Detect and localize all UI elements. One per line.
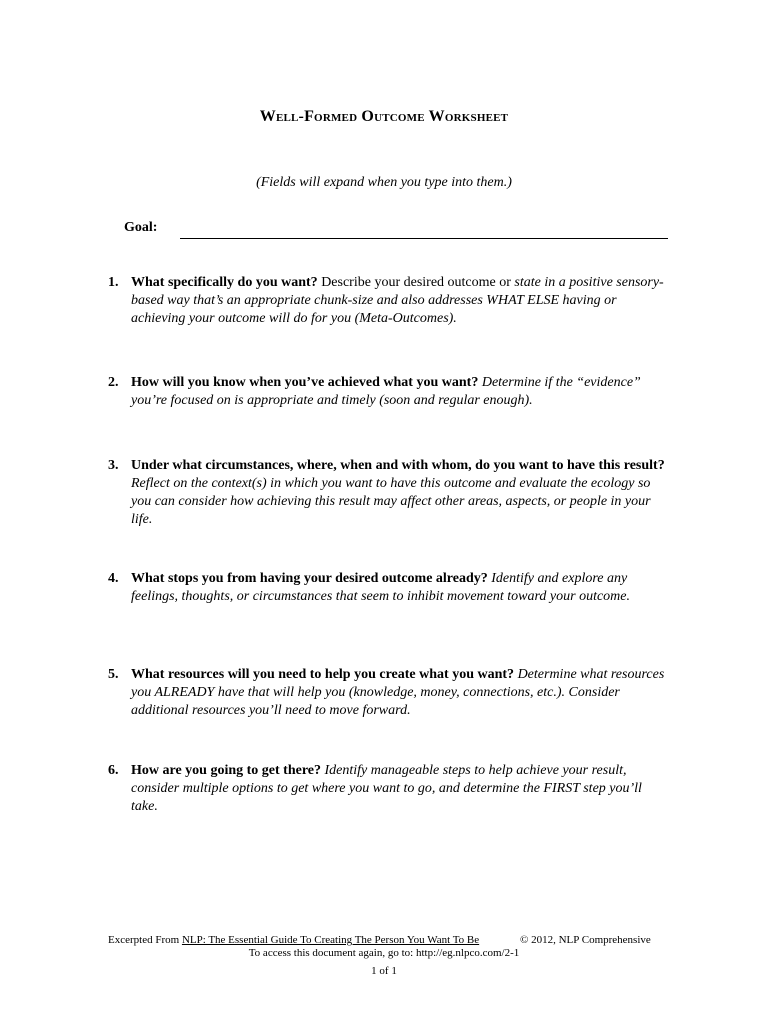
- question-description: Identify manageable steps to help achieve your result, consider multiple options to get where you want to go, and determine the FIRST step you’ll take.: [131, 763, 642, 814]
- question-text: Under what circumstances, where, when and with whom, do you want to have this result?: [131, 458, 665, 473]
- footer-excerpt-prefix: Excerpted From: [108, 934, 182, 946]
- question-number: 3.: [108, 458, 119, 473]
- footer-copyright: © 2012, NLP Comprehensive: [520, 934, 651, 946]
- page-number: 1 of 1: [371, 965, 397, 977]
- question-text: What resources will you need to help you create what you want?: [131, 667, 515, 682]
- question-text: What specifically do you want?: [131, 275, 318, 290]
- question-2: [108, 374, 668, 410]
- question-description: Determine if the “evidence” you’re focused on is appropriate and timely (soon and regular enough).: [131, 375, 641, 408]
- page-title: Well-Formed Outcome Worksheet: [259, 108, 509, 125]
- question-number: 1.: [108, 275, 119, 290]
- question-4: [108, 570, 668, 606]
- question-number: 4.: [108, 571, 119, 586]
- question-number: 6.: [108, 763, 119, 778]
- footer-access-link[interactable]: To access this document again, go to: http://eg.nlpco.com/2-1: [248, 947, 520, 959]
- question-description: Identify and explore any feelings, thoughts, or circumstances that seem to inhibit movement toward your outcome.: [131, 571, 631, 604]
- footer-book-title: NLP: The Essential Guide To Creating The Person You Want To Be: [181, 934, 480, 946]
- question-number: 2.: [108, 375, 119, 390]
- footer-excerpt: [108, 934, 479, 946]
- question-text: How are you going to get there?: [131, 763, 322, 778]
- question-text: How will you know when you’ve achieved what you want?: [131, 375, 479, 390]
- question-description: state in a positive sensory-based way that’s an appropriate chunk-size and also addresses WHAT ELSE having or achieving your outcome will do for you (Meta-Outcomes).: [131, 275, 664, 326]
- question-plain-text: Describe your desired outcome or: [317, 275, 515, 290]
- question-description: Determine what resources you ALREADY have that will help you (knowledge, money, connections, etc.). Consider additional resources you’ll need to move forward.: [131, 667, 665, 718]
- goal-field[interactable]: [180, 238, 668, 239]
- question-description: Reflect on the context(s) in which you want to have this outcome and evaluate the ecology so you can consider how achieving this result may affect other areas, aspects, or people in your life.: [131, 476, 651, 527]
- goal-label: Goal:: [124, 220, 158, 235]
- fields-note: (Fields will expand when you type into them.): [256, 175, 512, 190]
- question-number: 5.: [108, 667, 119, 682]
- question-3: [108, 457, 668, 529]
- question-1: [108, 274, 668, 328]
- question-6: [108, 762, 668, 816]
- question-5: [108, 666, 668, 720]
- question-text: What stops you from having your desired outcome already?: [131, 571, 488, 586]
